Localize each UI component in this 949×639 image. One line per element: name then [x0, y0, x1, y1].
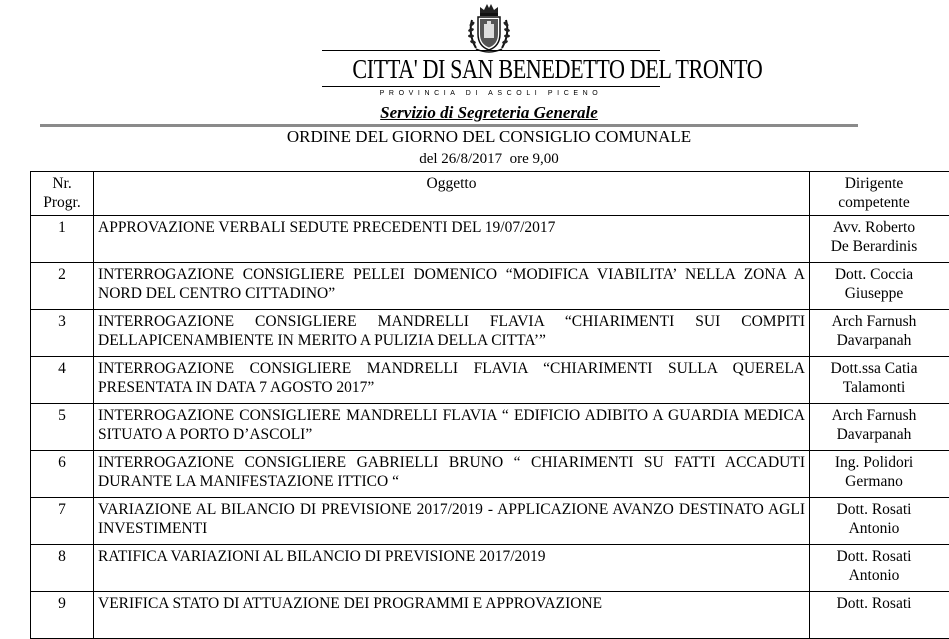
row-manager-line1: Dott. Rosati [814, 594, 934, 613]
agenda-table [30, 171, 949, 639]
row-subject: VERIFICA STATO DI ATTUAZIONE DEI PROGRAMMI E APPROVAZIONE [94, 592, 810, 639]
row-number: 5 [31, 404, 94, 451]
city-name-logo: CITTA' DI SAN BENEDETTO DEL TRONTO [352, 53, 629, 86]
row-number: 9 [31, 592, 94, 639]
row-manager-line2: Giuseppe [814, 284, 934, 303]
row-number: 4 [31, 357, 94, 404]
row-manager-line1: Dott.ssa Catia [814, 359, 934, 378]
row-manager [810, 592, 949, 639]
row-subject: INTERROGAZIONE CONSIGLIERE MANDRELLI FLAVIA “CHIARIMENTI SUI COMPITI DELLAPICENAMBIENTE IN MERITO A PULIZIA DELLA CITTA’” [94, 310, 810, 357]
row-subject: RATIFICA VARIAZIONI AL BILANCIO DI PREVISIONE 2017/2019 [94, 545, 810, 592]
row-number: 2 [31, 263, 94, 310]
row-manager-line1: Ing. Polidori [814, 453, 934, 472]
row-manager [810, 451, 949, 498]
row-manager [810, 310, 949, 357]
column-header-subject: Oggetto [94, 172, 810, 216]
row-number: 6 [31, 451, 94, 498]
table-row [31, 498, 949, 545]
table-row [31, 216, 949, 263]
row-subject: VARIAZIONE AL BILANCIO DI PREVISIONE 2017/2019 - APPLICAZIONE AVANZO DESTINATO AGLI INVESTIMENTI [94, 498, 810, 545]
row-manager-line1: Arch Farnush [814, 312, 934, 331]
table-row [31, 263, 949, 310]
row-manager-line1: Dott. Rosati [814, 500, 934, 519]
row-subject: APPROVAZIONE VERBALI SEDUTE PRECEDENTI DEL 19/07/2017 [94, 216, 810, 263]
table-row [31, 310, 949, 357]
city-crest-icon [466, 2, 512, 56]
column-header-manager [810, 172, 949, 216]
column-header-number [31, 172, 94, 216]
service-heading: Servizio di Segreteria Generale [0, 102, 949, 124]
row-manager-line2: Antonio [814, 519, 934, 538]
row-manager [810, 216, 949, 263]
row-subject: INTERROGAZIONE CONSIGLIERE GABRIELLI BRUNO “ CHIARIMENTI SU FATTI ACCADUTI DURANTE LA MANIFESTAZIONE ITTICO “ [94, 451, 810, 498]
header-top-rule [322, 50, 660, 51]
row-manager-line2: Davarpanah [814, 331, 934, 350]
row-manager-line1: Dott. Coccia [814, 265, 934, 284]
column-header-manager-line2: competente [814, 193, 934, 212]
row-number: 1 [31, 216, 94, 263]
row-manager-line1: Arch Farnush [814, 406, 934, 425]
row-manager [810, 357, 949, 404]
column-header-number-line1: Nr. [52, 175, 71, 192]
row-manager [810, 545, 949, 592]
row-manager-line1: Avv. Roberto [814, 218, 934, 237]
row-subject: INTERROGAZIONE CONSIGLIERE MANDRELLI FLAVIA “ EDIFICIO ADIBITO A GUARDIA MEDICA SITUATO A PORTO D’ASCOLI” [94, 404, 810, 451]
row-subject: INTERROGAZIONE CONSIGLIERE PELLEI DOMENICO “MODIFICA VIABILITA’ NELLA ZONA A NORD DEL CENTRO CITTADINO” [94, 263, 810, 310]
row-manager-line2: Davarpanah [814, 425, 934, 444]
document-title: ORDINE DEL GIORNO DEL CONSIGLIO COMUNALE [0, 127, 949, 147]
row-manager [810, 263, 949, 310]
row-manager-line1: Dott. Rosati [814, 547, 934, 566]
row-number: 7 [31, 498, 94, 545]
document-date: del 26/8/2017 ore 9,00 [0, 149, 949, 169]
row-manager [810, 404, 949, 451]
row-number: 3 [31, 310, 94, 357]
province-label: PROVINCIA DI ASCOLI PICENO [322, 89, 660, 99]
row-subject: INTERROGAZIONE CONSIGLIERE MANDRELLI FLAVIA “CHIARIMENTI SULLA QUERELA PRESENTATA IN DATA 7 AGOSTO 2017” [94, 357, 810, 404]
header-bottom-rule [322, 86, 660, 87]
table-row [31, 404, 949, 451]
table-row [31, 545, 949, 592]
column-header-manager-line1: Dirigente [814, 174, 934, 193]
column-header-number-line2: Progr. [43, 194, 80, 211]
table-row [31, 592, 949, 639]
row-number: 8 [31, 545, 94, 592]
row-manager-line2: De Berardinis [814, 237, 934, 256]
table-row [31, 451, 949, 498]
row-manager [810, 498, 949, 545]
table-row [31, 357, 949, 404]
row-manager-line2: Germano [814, 472, 934, 491]
row-manager-line2: Antonio [814, 566, 934, 585]
table-header-row [31, 172, 949, 216]
row-manager-line2: Talamonti [814, 378, 934, 397]
